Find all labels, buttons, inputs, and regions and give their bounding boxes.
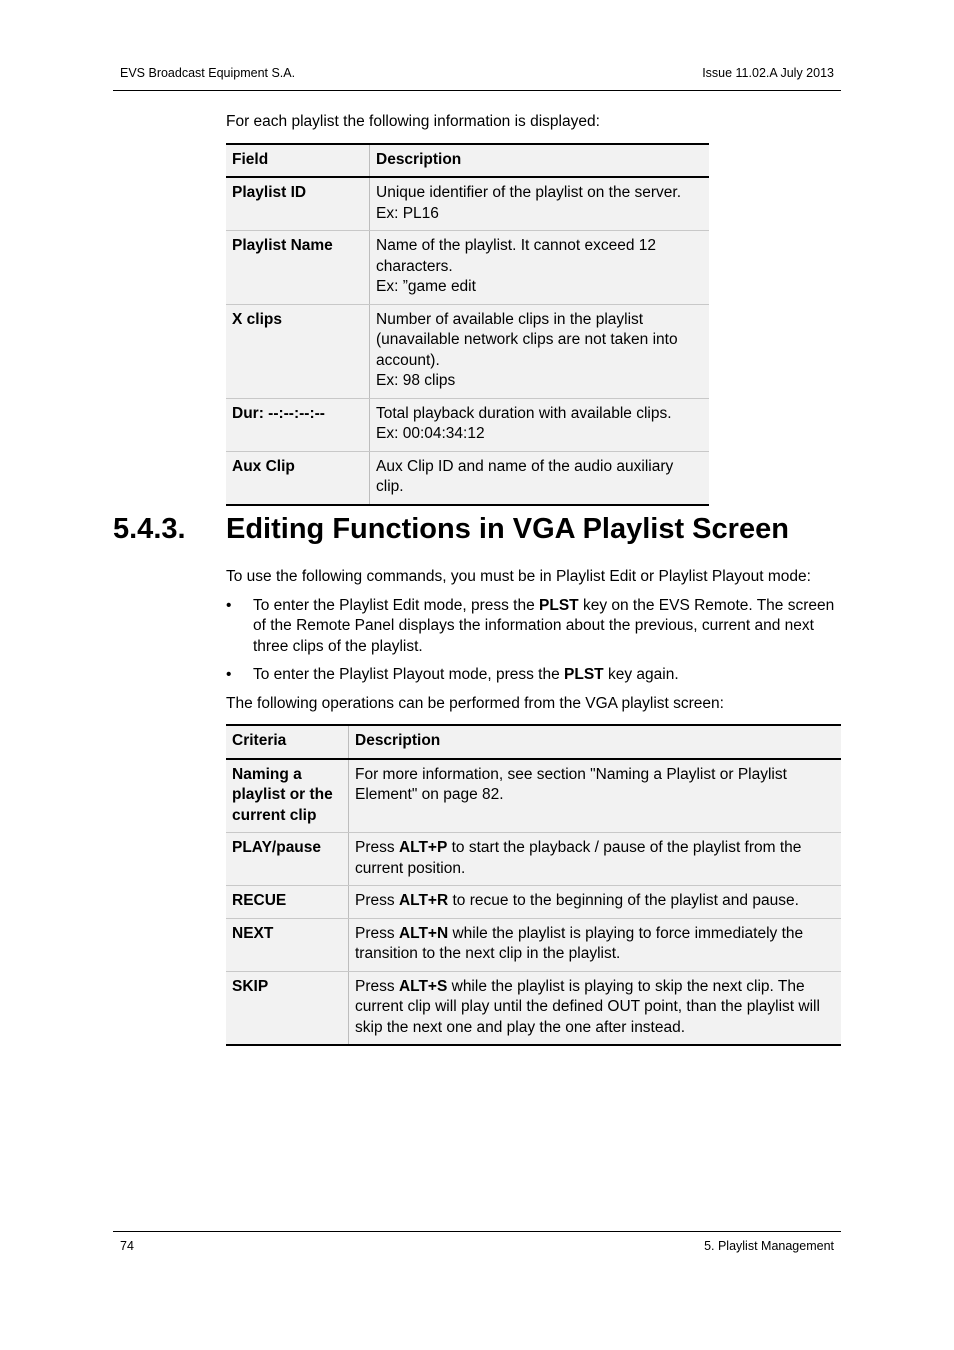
page-number: 74 [120,1239,134,1253]
criteria-cell: NEXT [226,918,349,971]
field-cell: Dur: --:--:--:-- [226,398,370,451]
description-text: Press [355,977,399,995]
description-cell [349,759,842,833]
column-header-description: Description [349,725,842,759]
description-line: Ex: 98 clips [376,372,456,389]
description-text: Press [355,839,399,856]
description-text: to start the playback / pause of the playlist from the current position. [355,839,802,877]
table-row [226,451,709,505]
operations-table [226,724,841,1046]
description-cell [370,451,710,505]
description-line: Ex: PL16 [376,204,439,222]
description-text: while the playlist is playing to force immediately the transition to the next clip in the playlist. [355,924,804,962]
table-header-row [226,144,709,178]
table-row [226,398,709,451]
description-text: Press [355,924,399,942]
table-row [226,971,841,1045]
section-intro: To use the following commands, you must be in Playlist Edit or Playlist Playout mode: [226,568,811,585]
field-cell: Aux Clip [226,451,370,505]
description-cell [370,304,710,398]
description-line: Aux Clip ID and name of the audio auxiliary clip. [376,457,674,495]
section-heading [113,513,789,546]
description-line: Ex: ”game edit [376,278,476,295]
chapter-name: 5. Playlist Management [704,1239,834,1253]
table-row [226,918,841,971]
shortcut-key: ALT+R [398,892,449,909]
criteria-cell: RECUE [226,886,349,919]
header-company: EVS Broadcast Equipment S.A. [120,66,296,80]
bullet-text: key again. [603,666,679,683]
table-row [226,231,709,305]
mode-bullet-list [226,596,841,686]
shortcut-key: ALT+P [398,839,448,856]
page-header [113,66,841,91]
criteria-cell: SKIP [226,971,349,1045]
bullet-text: key on the EVS Remote. The screen of the Remote Panel displays the information about the previous, current and next three clips of the playlist. [253,596,835,655]
bullet-marker: • [226,666,232,683]
playlist-fields-table [226,143,709,506]
description-cell [370,177,710,231]
criteria-cell: Naming a playlist or the current clip [226,759,349,833]
key-name: PLST [539,596,579,614]
bullet-item [226,665,841,686]
description-line: Total playback duration with available clips. [376,404,672,422]
bullet-marker: • [226,596,232,614]
operations-intro: The following operations can be performed from the VGA playlist screen: [226,694,724,712]
description-cell [370,398,710,451]
section-title: Editing Functions in VGA Playlist Screen [226,513,789,545]
playlist-info-intro: For each playlist the following information is displayed: [226,113,600,130]
shortcut-key: ALT+N [398,924,449,942]
table-row [226,833,841,886]
description-text: Press [355,892,399,909]
description-line: Number of available clips in the playlist (unavailable network clips are not taken into account). [376,310,678,369]
table-header-row [226,725,841,759]
header-issue: Issue 11.02.A July 2013 [702,66,834,80]
description-text: to recue to the beginning of the playlist and pause. [448,892,799,909]
description-line: Unique identifier of the playlist on the server. [376,184,682,201]
bullet-text: To enter the Playlist Edit mode, press the [253,596,540,614]
column-header-criteria: Criteria [226,725,349,759]
description-cell [370,231,710,305]
field-cell: Playlist ID [226,177,370,231]
table-row [226,886,841,919]
column-header-field: Field [226,144,370,178]
table-row [226,177,709,231]
key-name: PLST [564,666,604,683]
playlist-info-section [226,112,841,506]
page-footer [113,1231,841,1253]
description-line: Name of the playlist. It cannot exceed 12 characters. [376,237,657,275]
editing-functions-section [226,567,841,1046]
description-line: Ex: 00:04:34:12 [376,425,485,442]
description-cell [349,833,842,886]
field-cell: Playlist Name [226,231,370,305]
shortcut-key: ALT+S [398,977,448,995]
description-cell [349,918,842,971]
description-text: For more information, see section "Naming a Playlist or Playlist Element" on page 82. [355,765,787,803]
table-row [226,759,841,833]
bullet-text: To enter the Playlist Playout mode, press the [253,666,565,683]
column-header-description: Description [370,144,710,178]
description-text: while the playlist is playing to skip the next clip. The current clip will play until the defined OUT point, than the playlist will skip the next one and play the one after instead. [355,977,820,1036]
field-cell: X clips [226,304,370,398]
description-cell [349,971,842,1045]
table-row [226,304,709,398]
criteria-cell: PLAY/pause [226,833,349,886]
bullet-item [226,596,841,658]
section-number: 5.4.3. [113,513,186,545]
description-cell [349,886,842,919]
